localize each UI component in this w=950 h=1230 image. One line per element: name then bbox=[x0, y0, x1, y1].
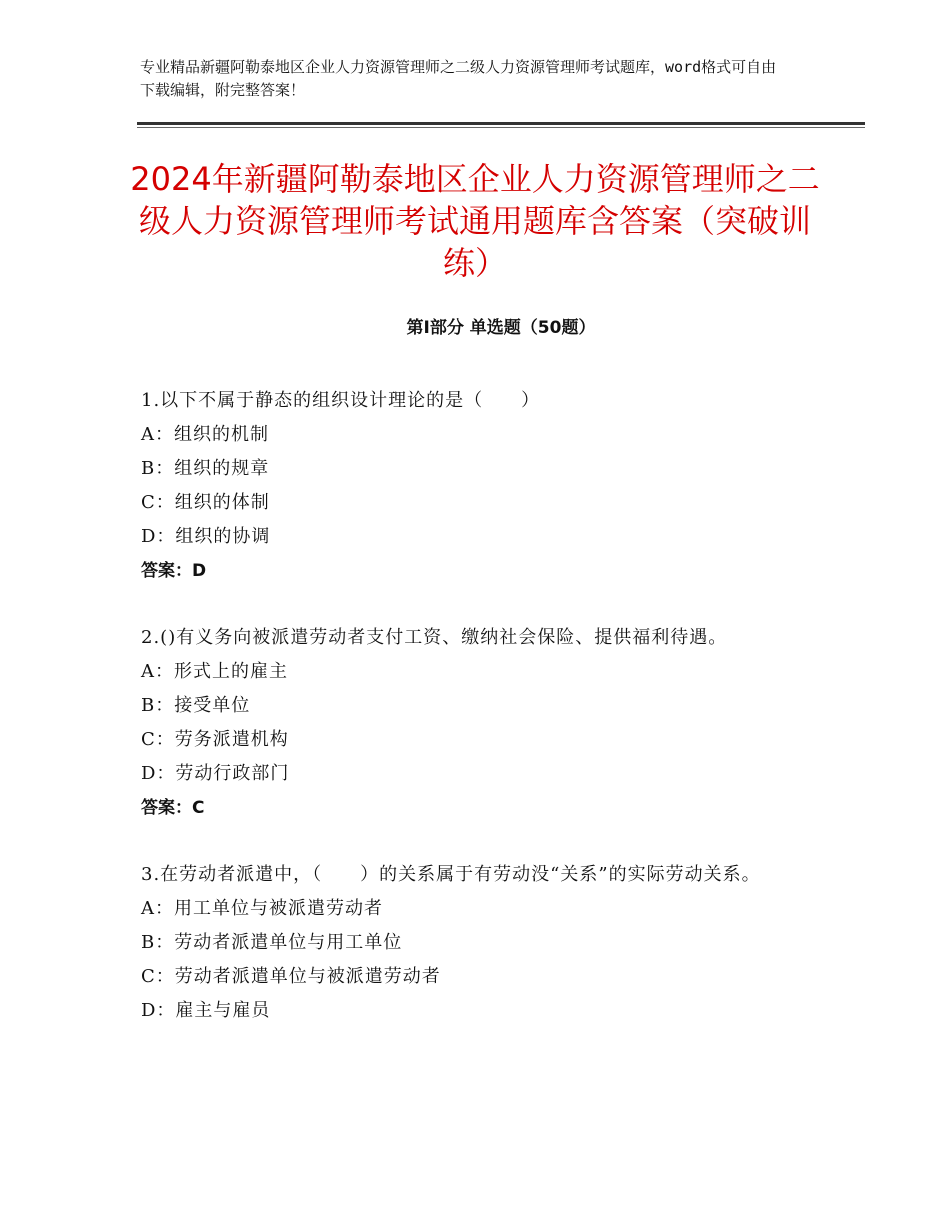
question-stem: 3.在劳动者派遣中，（ ）的关系属于有劳动没“关系”的实际劳动关系。 bbox=[141, 864, 761, 885]
question-3 bbox=[141, 858, 821, 1028]
option-a: A：形式上的雇主 bbox=[141, 661, 288, 682]
option-b: B：接受单位 bbox=[141, 695, 251, 716]
option-b: B：劳动者派遣单位与用工单位 bbox=[141, 932, 403, 953]
question-list bbox=[141, 384, 821, 1061]
question-1 bbox=[141, 384, 821, 588]
option-a: A：组织的机制 bbox=[141, 424, 269, 445]
section-title: 第Ⅰ部分 单选题（50题） bbox=[406, 318, 596, 338]
question-stem: 2.()有义务向被派遣劳动者支付工资、缴纳社会保险、提供福利待遇。 bbox=[141, 627, 728, 648]
header-divider-thin bbox=[137, 127, 865, 128]
option-a: A：用工单位与被派遣劳动者 bbox=[141, 898, 383, 919]
option-d: D：组织的协调 bbox=[141, 526, 271, 547]
answer-line: 答案：D bbox=[141, 561, 207, 581]
option-d: D：雇主与雇员 bbox=[141, 1000, 271, 1021]
header-divider-thick bbox=[137, 122, 865, 125]
document-title: 2024年新疆阿勒泰地区企业人力资源管理师之二级人力资源管理师考试通用题库含答案（突破训练） bbox=[130, 160, 820, 282]
question-2 bbox=[141, 621, 821, 825]
option-b: B：组织的规章 bbox=[141, 458, 270, 479]
option-c: C：劳务派遣机构 bbox=[141, 729, 289, 750]
option-c: C：劳动者派遣单位与被派遣劳动者 bbox=[141, 966, 441, 987]
header-note: 专业精品新疆阿勒泰地区企业人力资源管理师之二级人力资源管理师考试题库，word格式可自由下载编辑，附完整答案！ bbox=[140, 58, 777, 99]
option-d: D：劳动行政部门 bbox=[141, 763, 290, 784]
answer-line: 答案：C bbox=[141, 798, 205, 818]
question-stem: 1.以下不属于静态的组织设计理论的是（ ） bbox=[141, 390, 541, 411]
option-c: C：组织的体制 bbox=[141, 492, 270, 513]
